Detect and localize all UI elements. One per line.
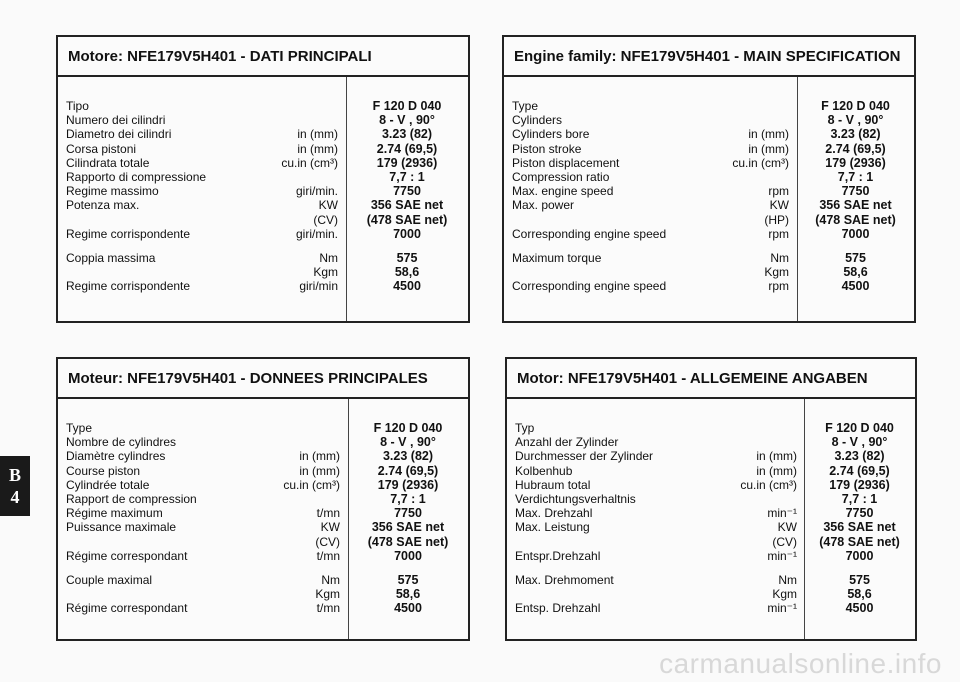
spec-value: F 120 D 040	[825, 421, 894, 435]
spec-row	[507, 464, 915, 478]
spec-label: Max. engine speed	[512, 184, 614, 199]
spec-label: Cilindrata totale	[66, 155, 150, 170]
spec-row	[58, 198, 468, 212]
spec-row	[58, 601, 468, 615]
spec-row	[507, 549, 915, 563]
spec-value: 7,7 : 1	[390, 491, 426, 506]
spec-unit: cu.in (cm³)	[740, 477, 797, 492]
spec-row	[504, 99, 914, 113]
spec-unit: Nm	[778, 572, 797, 587]
spec-row	[58, 535, 468, 549]
spec-label: Regime corrispondente	[66, 226, 191, 241]
spec-value: F 120 D 040	[821, 99, 890, 113]
spec-value: 575	[849, 572, 870, 587]
spec-row	[58, 464, 468, 478]
spec-unit: Kgm	[772, 587, 797, 602]
spec-value: 7750	[393, 184, 421, 199]
section-number: 4	[10, 487, 20, 507]
spec-value: 58,6	[395, 587, 421, 602]
spec-unit: KW	[318, 198, 338, 213]
spec-unit: (CV)	[772, 534, 797, 549]
spec-value: 2.74 (69,5)	[825, 141, 886, 156]
spec-label: Max. Drehzahl	[515, 506, 593, 521]
spec-row	[507, 520, 915, 534]
spec-unit: min⁻¹	[767, 506, 797, 521]
spec-label: Piston stroke	[512, 141, 582, 156]
spec-value: 356 SAE net	[819, 198, 892, 213]
spec-label: Diamètre cylindres	[66, 449, 166, 464]
spec-label: Rapporto di compressione	[66, 169, 207, 184]
spec-label: Numero dei cilindri	[66, 113, 166, 128]
spec-value: 7,7 : 1	[841, 491, 878, 506]
spec-row	[507, 535, 915, 549]
spec-value: (478 SAE net)	[367, 534, 449, 549]
spec-value: 356 SAE net	[371, 520, 445, 535]
spec-label: Regime corrispondente	[66, 279, 191, 294]
spec-unit: (HP)	[764, 212, 789, 227]
spec-row	[504, 279, 914, 293]
spec-unit: in (mm)	[756, 449, 797, 464]
spec-unit: giri/min	[299, 279, 338, 294]
spec-label: Régime correspondant	[66, 601, 188, 616]
spec-unit: KW	[769, 198, 789, 213]
spec-value: 575	[396, 250, 418, 265]
spec-unit: cu.in (cm³)	[283, 477, 340, 492]
spec-row	[507, 478, 915, 492]
spec-label: Régime maximum	[66, 506, 163, 521]
spec-value: 356 SAE net	[823, 520, 896, 535]
panel-title: Motor: NFE179V5H401 - ALLGEMEINE ANGABEN	[507, 359, 915, 399]
spec-unit: rpm	[768, 279, 789, 294]
spec-unit: t/mn	[316, 601, 340, 616]
spec-label: Potenza max.	[66, 198, 140, 213]
spec-unit: min⁻¹	[767, 548, 797, 563]
spec-unit: in (mm)	[297, 141, 338, 156]
spec-row	[58, 184, 468, 198]
spec-label: Cylinders bore	[512, 127, 590, 142]
spec-row	[507, 449, 915, 463]
spec-label: Cylinders	[512, 113, 563, 128]
spec-row	[507, 492, 915, 506]
spec-label: Typ	[515, 421, 535, 435]
spec-row	[504, 265, 914, 279]
spec-row	[504, 227, 914, 241]
spec-row	[507, 421, 915, 435]
spec-label: Cylindrée totale	[66, 477, 150, 492]
spec-label: Couple maximal	[66, 572, 153, 587]
spec-value: 3.23 (82)	[381, 127, 433, 142]
spec-value: 4500	[841, 279, 870, 294]
spec-value: (478 SAE net)	[815, 212, 896, 227]
spec-unit: rpm	[768, 226, 789, 241]
spec-row	[504, 113, 914, 127]
spec-value: 356 SAE net	[370, 198, 444, 213]
spec-row	[58, 449, 468, 463]
spec-value: 7750	[841, 184, 870, 199]
section-letter: B	[8, 465, 21, 485]
spec-row	[504, 184, 914, 198]
spec-label: Puissance maximale	[66, 520, 177, 535]
watermark: carmanualsonline.info	[659, 648, 942, 679]
spec-label: Verdichtungsverhaltnis	[515, 491, 636, 506]
spec-value: 8 - V , 90°	[831, 435, 888, 450]
spec-row	[507, 573, 915, 587]
spec-label: Durchmesser der Zylinder	[515, 449, 654, 464]
spec-label: Hubraum total	[515, 477, 591, 492]
spec-unit: in (mm)	[299, 449, 340, 464]
spec-row	[58, 265, 468, 279]
spec-unit: in (mm)	[756, 463, 797, 478]
spec-label: Type	[512, 99, 539, 113]
spec-row	[58, 113, 468, 127]
spec-value: 575	[397, 572, 419, 587]
spec-value: 4500	[394, 601, 422, 616]
spec-value: 7000	[393, 226, 421, 241]
spec-unit: in (mm)	[297, 127, 338, 142]
spec-unit: in (mm)	[748, 127, 789, 142]
spec-value: 58,6	[843, 265, 868, 280]
spec-label: Rapport de compression	[66, 491, 197, 506]
spec-label: Maximum torque	[512, 250, 602, 265]
spec-value: 7000	[841, 226, 870, 241]
panel-title: Motore: NFE179V5H401 - DATI PRINCIPALI	[58, 37, 468, 77]
spec-value: 7000	[394, 548, 422, 563]
spec-row	[58, 478, 468, 492]
spec-row	[504, 170, 914, 184]
spec-row	[504, 213, 914, 227]
spec-row	[58, 435, 468, 449]
spec-row	[58, 492, 468, 506]
spec-label: Piston displacement	[512, 155, 620, 170]
spec-unit: Kgm	[764, 265, 789, 280]
spec-label: Max. power	[512, 198, 575, 213]
spec-unit: t/mn	[316, 506, 340, 521]
spec-label: Tipo	[66, 99, 89, 113]
spec-value: 58,6	[394, 265, 420, 280]
spec-value: 58,6	[847, 587, 872, 602]
spec-unit: Kgm	[315, 587, 340, 602]
spec-unit: min⁻¹	[767, 601, 797, 616]
spec-unit: cu.in (cm³)	[732, 155, 789, 170]
spec-unit: (CV)	[315, 534, 340, 549]
section-tab-b4	[0, 456, 30, 516]
spec-label: Regime massimo	[66, 184, 159, 199]
spec-row	[58, 587, 468, 601]
spec-value: (478 SAE net)	[819, 534, 900, 549]
spec-value: 2.74 (69,5)	[377, 463, 439, 478]
spec-row	[504, 251, 914, 265]
spec-label: Coppia massima	[66, 250, 156, 265]
spec-row	[507, 601, 915, 615]
spec-value: 179 (2936)	[376, 155, 438, 170]
row-spacer	[58, 563, 468, 573]
spec-unit: in (mm)	[299, 463, 340, 478]
spec-label: Entspr.Drehzahl	[515, 548, 601, 563]
spec-row	[58, 573, 468, 587]
spec-row	[58, 506, 468, 520]
spec-label: Max. Drehmoment	[515, 572, 614, 587]
spec-row	[507, 587, 915, 601]
spec-label: Kolbenhub	[515, 463, 573, 478]
spec-label: Max. Leistung	[515, 520, 590, 535]
spec-panel-italian	[56, 35, 470, 323]
spec-unit: Nm	[770, 250, 789, 265]
spec-unit: Nm	[321, 572, 340, 587]
spec-unit: Kgm	[313, 265, 338, 280]
spec-row	[58, 127, 468, 141]
spec-panel-french	[56, 357, 470, 641]
spec-label: Nombre de cylindres	[66, 435, 177, 450]
spec-value: 2.74 (69,5)	[829, 463, 890, 478]
spec-row	[58, 99, 468, 113]
spec-unit: giri/min.	[295, 226, 338, 241]
spec-row	[58, 279, 468, 293]
spec-unit: giri/min.	[295, 184, 338, 199]
spec-unit: KW	[320, 520, 340, 535]
spec-row	[504, 142, 914, 156]
spec-label: Régime correspondant	[66, 548, 188, 563]
spec-value: 8 - V , 90°	[380, 435, 436, 450]
spec-row	[58, 170, 468, 184]
spec-row	[58, 227, 468, 241]
spec-label: Type	[66, 421, 93, 435]
spec-value: 179 (2936)	[829, 477, 890, 492]
spec-row	[58, 251, 468, 265]
spec-value: 179 (2936)	[825, 155, 886, 170]
spec-value: 8 - V , 90°	[379, 113, 435, 128]
row-spacer	[507, 563, 915, 573]
panel-title: Moteur: NFE179V5H401 - DONNEES PRINCIPALES	[58, 359, 468, 399]
spec-value: 2.74 (69,5)	[376, 141, 438, 156]
spec-value: F 120 D 040	[372, 99, 442, 113]
spec-value: F 120 D 040	[373, 421, 443, 435]
spec-panel-english	[502, 35, 916, 323]
row-spacer	[58, 241, 468, 251]
spec-label: Entsp. Drehzahl	[515, 601, 601, 616]
spec-value: 3.23 (82)	[382, 449, 434, 464]
spec-unit: cu.in (cm³)	[281, 155, 338, 170]
spec-value: 575	[845, 250, 866, 265]
spec-row	[58, 421, 468, 435]
row-spacer	[504, 241, 914, 251]
panel-title: Engine family: NFE179V5H401 - MAIN SPECIFICATION	[504, 37, 914, 77]
spec-row	[504, 127, 914, 141]
spec-row	[504, 156, 914, 170]
spec-row	[58, 549, 468, 563]
spec-label: Corresponding engine speed	[512, 279, 667, 294]
spec-value: 7000	[845, 548, 874, 563]
spec-label: Course piston	[66, 463, 141, 478]
spec-row	[58, 156, 468, 170]
spec-label: Compression ratio	[512, 169, 610, 184]
spec-value: 179 (2936)	[377, 477, 439, 492]
spec-value: 8 - V , 90°	[827, 113, 884, 128]
spec-unit: in (mm)	[748, 141, 789, 156]
spec-row	[58, 520, 468, 534]
spec-value: (478 SAE net)	[366, 212, 448, 227]
spec-row	[58, 142, 468, 156]
spec-value: 7,7 : 1	[837, 169, 874, 184]
spec-value: 4500	[845, 601, 874, 616]
spec-unit: (CV)	[313, 212, 338, 227]
spec-label: Anzahl der Zylinder	[515, 435, 619, 450]
spec-unit: Nm	[319, 250, 338, 265]
spec-value: 4500	[393, 279, 421, 294]
spec-value: 7,7 : 1	[389, 169, 425, 184]
spec-value: 3.23 (82)	[834, 449, 885, 464]
spec-label: Corresponding engine speed	[512, 226, 667, 241]
spec-value: 7750	[394, 506, 422, 521]
spec-value: 3.23 (82)	[830, 127, 881, 142]
spec-row	[58, 213, 468, 227]
spec-panel-german	[505, 357, 917, 641]
spec-unit: KW	[777, 520, 797, 535]
spec-unit: rpm	[768, 184, 789, 199]
spec-row	[507, 506, 915, 520]
spec-value: 7750	[845, 506, 874, 521]
spec-unit: t/mn	[316, 548, 340, 563]
spec-label: Diametro dei cilindri	[66, 127, 172, 142]
spec-row	[504, 198, 914, 212]
spec-label: Corsa pistoni	[66, 141, 137, 156]
spec-row	[507, 435, 915, 449]
